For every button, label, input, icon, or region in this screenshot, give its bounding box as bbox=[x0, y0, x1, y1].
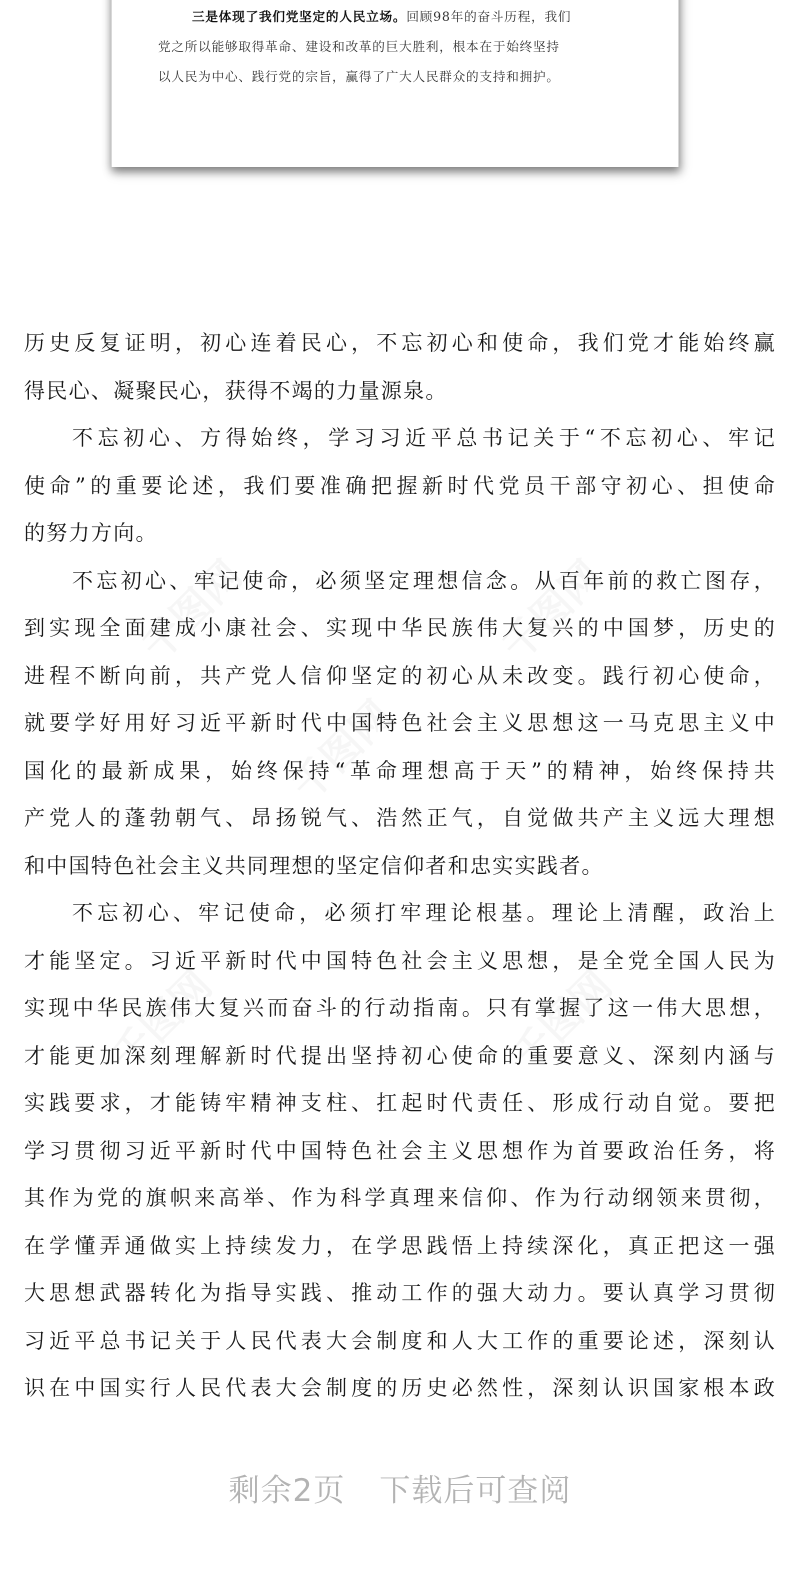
card-line-1-rest: 回顾98年的奋斗历程，我们 bbox=[406, 9, 572, 24]
article-line: 和中国特色社会主义共同理想的坚定信仰者和忠实实践者。 bbox=[24, 853, 604, 878]
article-line: 得民心、凝聚民心，获得不竭的力量源泉。 bbox=[24, 378, 448, 403]
article-line: 产党人的蓬勃朝气、昂扬锐气、浩然正气，自觉做共产主义远大理想 bbox=[24, 806, 776, 830]
article-line: 不忘初心、牢记使命，必须打牢理论根基。理论上清醒，政治上 bbox=[72, 901, 776, 925]
article-line: 才能更加深刻理解新时代提出坚持初心使命的重要意义、深刻内涵与 bbox=[24, 1043, 776, 1068]
remaining-pages-label[interactable]: 剩余2页 bbox=[228, 1473, 346, 1509]
article-line: 使命”的重要论述，我们要准确把握新时代党员干部守初心、担使命 bbox=[24, 473, 776, 498]
article-line: 国化的最新成果，始终保持“革命理想高于天”的精神，始终保持共 bbox=[24, 758, 776, 783]
article-line: 学习贯彻习近平新时代中国特色社会主义思想作为首要政治任务，将 bbox=[24, 1138, 776, 1163]
watermark: 千图网 bbox=[133, 552, 252, 670]
card-bold-lead: 三是体现了我们党坚定的人民立场。 bbox=[192, 9, 407, 24]
article-body bbox=[24, 320, 776, 1413]
card-text bbox=[158, 2, 638, 92]
article-line: 历史反复证明，初心连着民心，不忘初心和使命，我们党才能始终赢 bbox=[24, 331, 776, 355]
card-line-2: 党之所以能够取得革命、建设和改革的巨大胜利，根本在于始终坚持 bbox=[158, 39, 560, 54]
article-line: 就要学好用好习近平新时代中国特色社会主义思想这一马克思主义中 bbox=[24, 711, 776, 735]
article-line: 到实现全面建成小康社会、实现中华民族伟大复兴的中国梦，历史的 bbox=[24, 616, 776, 640]
article-line: 实现中华民族伟大复兴而奋斗的行动指南。只有掌握了这一伟大思想， bbox=[24, 996, 776, 1020]
article-line: 实践要求，才能铸牢精神支柱、扛起时代责任、形成行动自觉。要把 bbox=[24, 1091, 776, 1115]
download-prompt[interactable] bbox=[0, 1465, 800, 1510]
watermark: 千图网 bbox=[493, 552, 612, 670]
page-preview-card bbox=[111, 0, 679, 167]
article-line: 习近平总书记关于人民代表大会制度和人大工作的重要论述，深刻认 bbox=[24, 1328, 776, 1353]
watermark: 千图网 bbox=[103, 962, 222, 1080]
article-line: 才能坚定。习近平新时代中国特色社会主义思想，是全党全国人民为 bbox=[24, 948, 776, 973]
article-line: 识在中国实行人民代表大会制度的历史必然性，深刻认识国家根本政 bbox=[24, 1376, 776, 1400]
download-to-view-label[interactable]: 下载后可查阅 bbox=[379, 1473, 572, 1509]
article-line: 大思想武器转化为指导实践、推动工作的强大动力。要认真学习贯彻 bbox=[24, 1281, 776, 1305]
article-line: 进程不断向前，共产党人信仰坚定的初心从未改变。践行初心使命， bbox=[24, 663, 776, 688]
card-line-1 bbox=[158, 2, 638, 32]
article-line: 的努力方向。 bbox=[24, 521, 158, 545]
article-line: 不忘初心、牢记使命，必须坚定理想信念。从百年前的救亡图存， bbox=[72, 568, 776, 593]
watermark: 千图网 bbox=[503, 962, 622, 1080]
article-line: 不忘初心、方得始终，学习习近平总书记关于“不忘初心、牢记 bbox=[72, 426, 776, 450]
card-line-3: 以人民为中心、践行党的宗旨，赢得了广大人民群众的支持和拥护。 bbox=[158, 69, 560, 84]
watermark: 千图网 bbox=[283, 692, 402, 810]
article-line: 其作为党的旗帜来高举、作为科学真理来信仰、作为行动纲领来贯彻， bbox=[24, 1186, 776, 1210]
article-line: 在学懂弄通做实上持续发力，在学思践悟上持续深化，真正把这一强 bbox=[24, 1233, 776, 1258]
